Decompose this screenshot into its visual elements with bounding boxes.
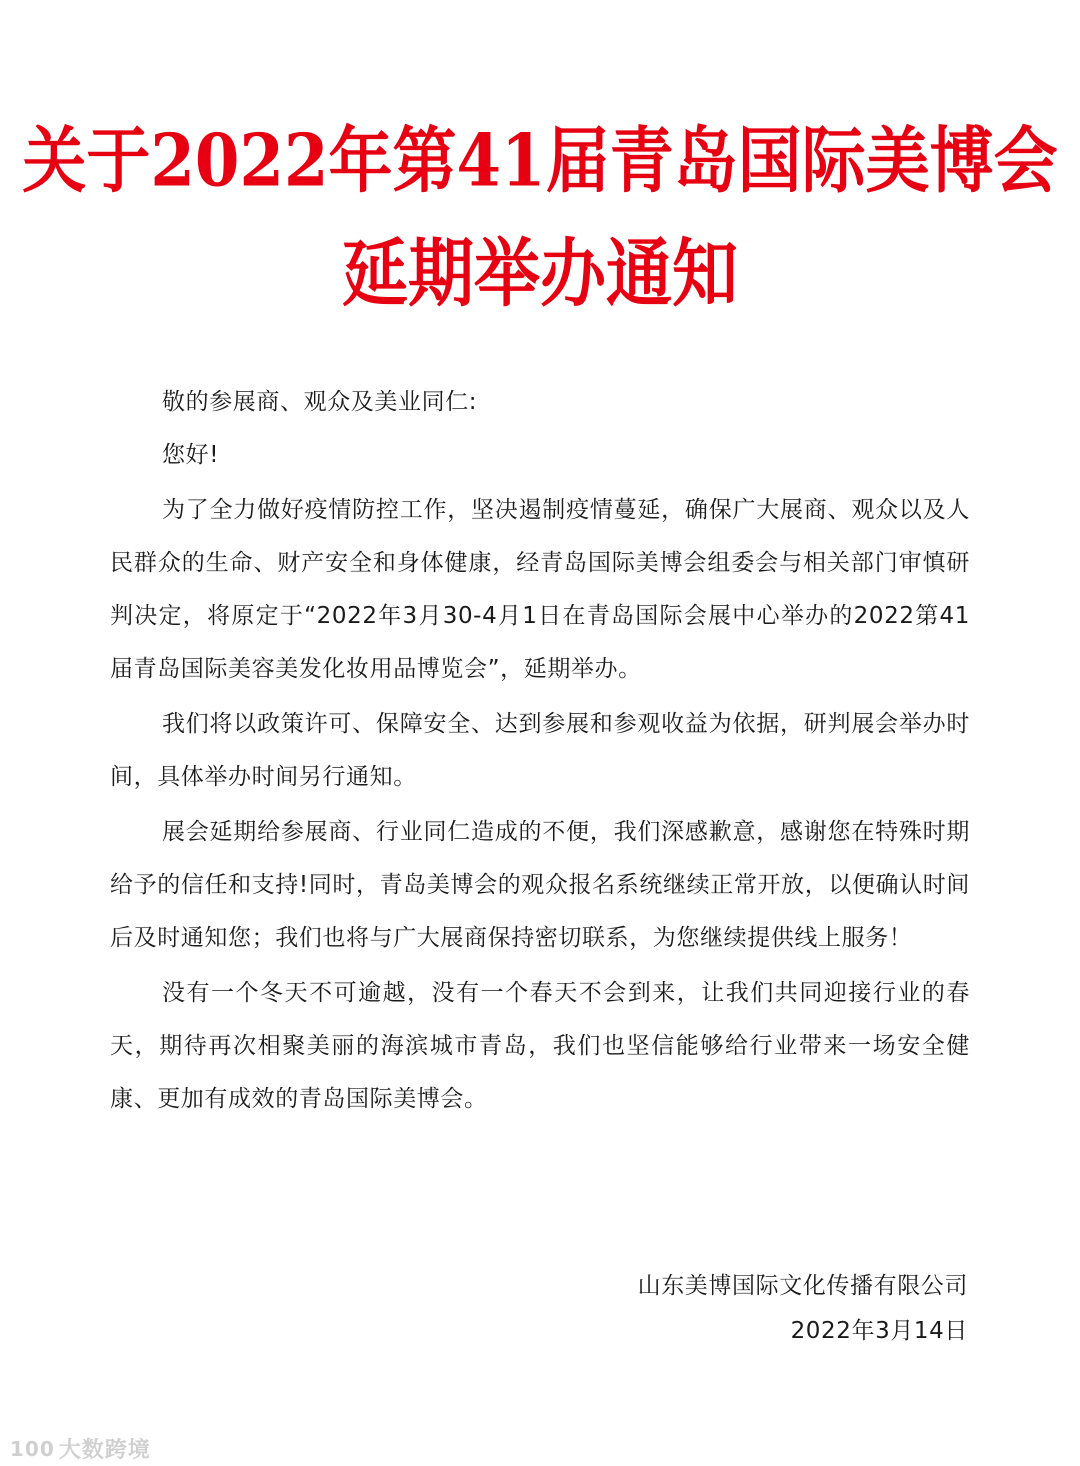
paragraph: 为了全力做好疫情防控工作，坚决遏制疫情蔓延，确保广大展商、观众以及人民群众的生命、财产安全和身体健康，经青岛国际美博会组委会与相关部门审慎研判决定，将原定于“2022年3月30-4月1日在青岛国际会展中心举办的2022第41届青岛国际美容美发化妆用品博览会”，延期举办。 <box>110 497 970 682</box>
salutation: 敬的参展商、观众及美业同仁: <box>162 389 478 415</box>
notice-title-line-1: 关于2022年第41届青岛国际美博会 <box>22 119 1058 204</box>
paragraph: 展会延期给参展商、行业同仁造成的不便，我们深感歉意，感谢您在特殊时期给予的信任和支持!同时，青岛美博会的观众报名系统继续正常开放，以便确认时间后及时通知您；我们也将与广大展商保持密切联系，为您继续提供线上服务！ <box>110 819 970 951</box>
paragraph: 没有一个冬天不可逾越，没有一个春天不会到来，让我们共同迎接行业的春天，期待再次相聚美丽的海滨城市青岛，我们也坚信能够给行业带来一场安全健康、更加有成效的青岛国际美博会。 <box>110 980 970 1112</box>
watermark-text: 大数跨境 <box>58 1438 151 1463</box>
signature-date: 2022年3月14日 <box>790 1318 968 1344</box>
paragraph: 我们将以政策许可、保障安全、达到参展和参观收益为依据，研判展会举办时间，具体举办时间另行通知。 <box>110 711 970 790</box>
signature-company: 山东美博国际文化传播有限公司 <box>637 1273 968 1299</box>
watermark-logo-icon: 100 <box>10 1436 55 1461</box>
notice-body <box>110 376 970 1126</box>
notice-title-line-2: 延期举办通知 <box>342 229 738 317</box>
greeting: 您好! <box>162 442 220 468</box>
watermark <box>10 1433 151 1464</box>
